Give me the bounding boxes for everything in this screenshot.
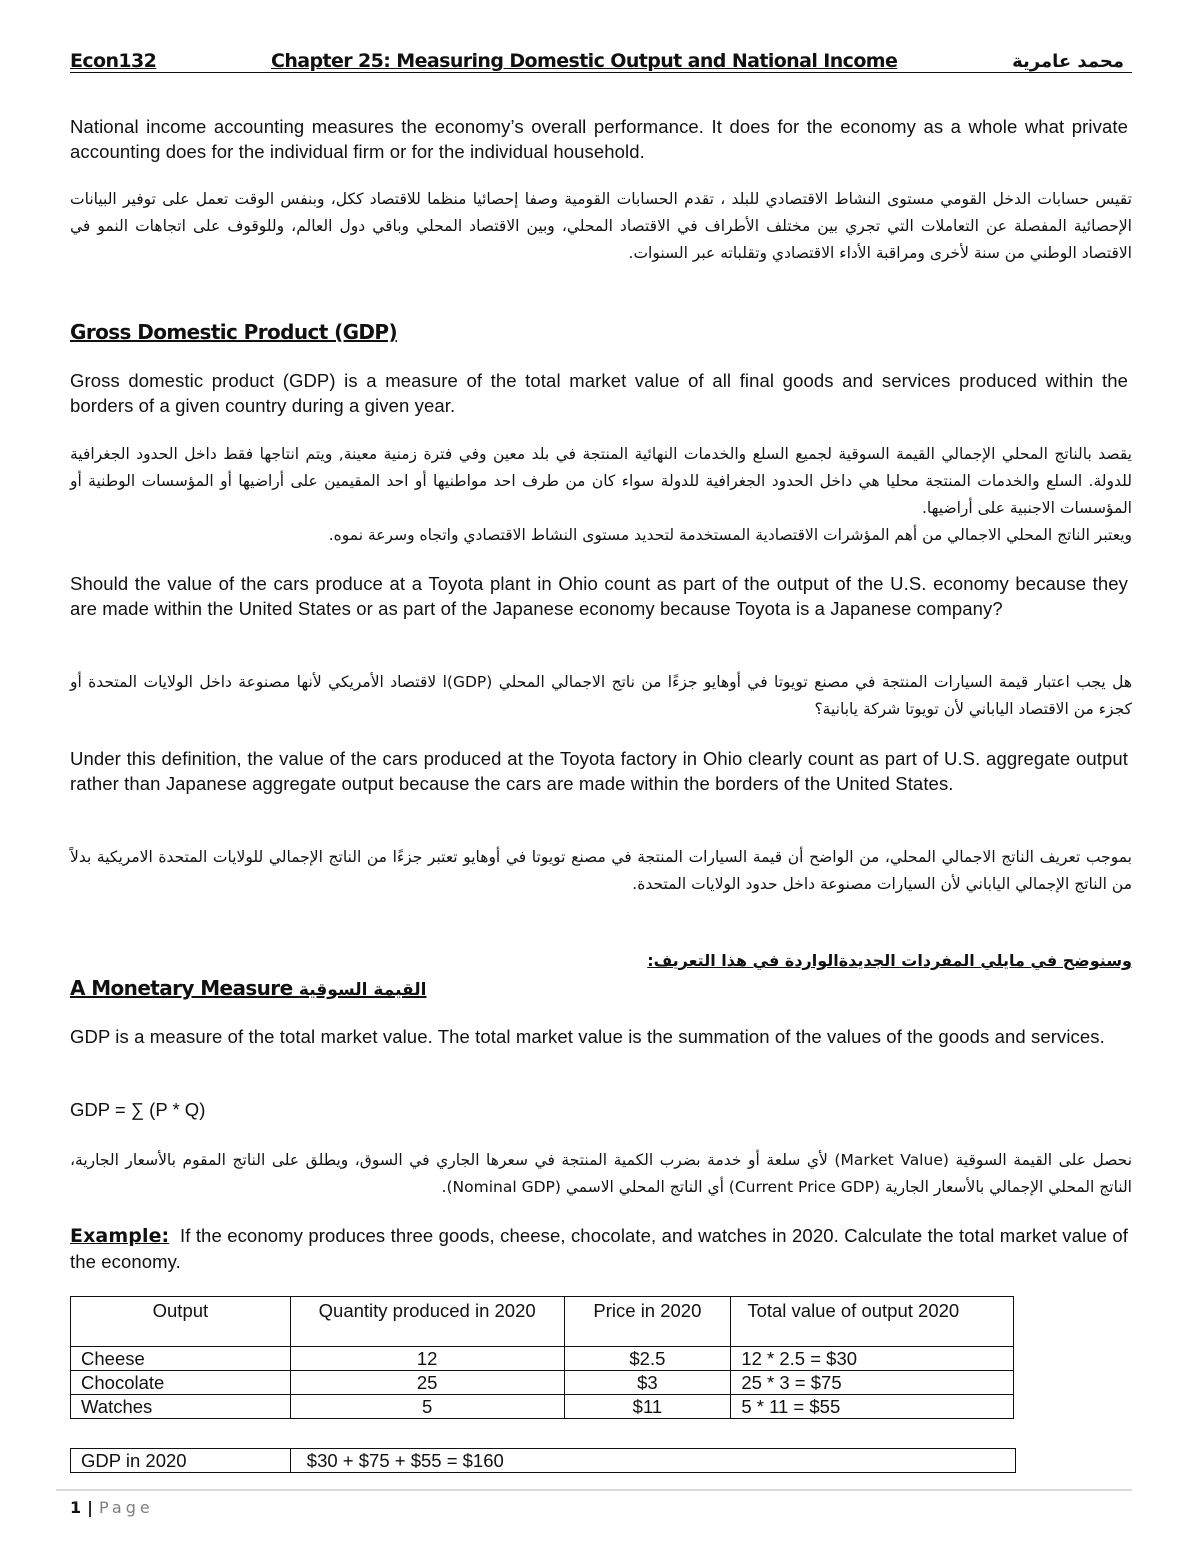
table-header-row <box>71 1297 1014 1347</box>
monetary-measure-heading <box>70 976 426 1000</box>
example-paragraph <box>70 1223 1128 1274</box>
cell-quantity: 25 <box>290 1371 564 1395</box>
gdp-section-heading: Gross Domestic Product (GDP) <box>70 320 398 344</box>
col-header-output: Output <box>71 1297 291 1347</box>
gdp-total-label: GDP in 2020 <box>71 1449 291 1473</box>
author-name: محمد عامرية <box>1012 51 1124 72</box>
col-header-price: Price in 2020 <box>564 1297 731 1347</box>
cell-quantity: 5 <box>290 1395 564 1419</box>
gdp-total-value: $30 + $75 + $55 = $160 <box>290 1449 1015 1473</box>
vocabulary-heading-ar: وسنوضح في مايلي المفردات الجديدةالواردة في هذا التعريف: <box>647 951 1132 970</box>
col-header-quantity: Quantity produced in 2020 <box>290 1297 564 1347</box>
table-row <box>71 1395 1014 1419</box>
page-number: 1 <box>70 1498 82 1517</box>
toyota-question-ar: هل يجب اعتبار قيمة السيارات المنتجة في مصنع تويوتا في أوهايو جزءًا من ناتج الاجمالي المحلي (GDP)ا لاقتصاد الأمريكي لأنها مصنوعة داخل الولايات المتحدة أو كجزء من الاقتصاد الياباني لأن تويوتا شركة يابانية؟ <box>70 673 1132 718</box>
gdp-formula: GDP = ∑ (P * Q) <box>70 1099 206 1120</box>
cell-output: Chocolate <box>71 1371 291 1395</box>
gdp-definition-en: Gross domestic product (GDP) is a measure of the total market value of all final goods and services produced within the borders of a given country during a given year. <box>70 370 1128 416</box>
monetary-heading-en: A Monetary Measure <box>70 976 293 1000</box>
cell-output: Watches <box>71 1395 291 1419</box>
cell-price: $2.5 <box>564 1347 731 1371</box>
footer-separator: | <box>87 1498 93 1517</box>
page-footer <box>70 1498 154 1517</box>
cell-output: Cheese <box>71 1347 291 1371</box>
page-word: Page <box>98 1498 154 1517</box>
monetary-text-en: GDP is a measure of the total market value. The total market value is the summation of the values of the goods and services. <box>70 1026 1105 1047</box>
cell-price: $3 <box>564 1371 731 1395</box>
table-row <box>71 1347 1014 1371</box>
cell-total: 12 * 2.5 = $30 <box>731 1347 1014 1371</box>
cell-total: 25 * 3 = $75 <box>731 1371 1014 1395</box>
monetary-text-ar: نحصل على القيمة السوقية (Market Value) لأي سلعة أو خدمة بضرب الكمية المنتجة في سعرها الجاري في السوق، ويطلق على الناتج المقوم بالأسعار الجارية، الناتج المحلي الإجمالي بالأسعار الجارية (Current Price GDP) أي الناتج المحلي الاسمي (Nominal GDP). <box>70 1151 1133 1196</box>
gdp-total-row <box>71 1449 1016 1473</box>
gdp-importance-ar: ويعتبر الناتج المحلي الاجمالي من أهم المؤشرات الاقتصادية المستخدمة لتحديد مستوى النشاط الاقتصادي واتجاه وسرعة نموه. <box>328 526 1132 544</box>
cell-total: 5 * 11 = $55 <box>731 1395 1014 1419</box>
cell-price: $11 <box>564 1395 731 1419</box>
monetary-heading-ar: القيمة السوقية <box>298 980 427 1000</box>
col-header-total: Total value of output 2020 <box>731 1297 1014 1347</box>
gdp-total-table <box>70 1448 1016 1473</box>
toyota-answer-en: Under this definition, the value of the cars produced at the Toyota factory in Ohio clearly count as part of U.S. aggregate output rather than Japanese aggregate output because the cars are made within the borders of the United States. <box>70 748 1128 794</box>
example-text: If the economy produces three goods, cheese, chocolate, and watches in 2020. Calculate the total market value of the economy. <box>70 1225 1128 1272</box>
intro-paragraph-en: National income accounting measures the economy’s overall performance. It does for the economy as a whole what private accounting does for the individual firm or for the individual household. <box>70 116 1128 162</box>
table-row <box>71 1371 1014 1395</box>
chapter-title: Chapter 25: Measuring Domestic Output and National Income <box>271 50 898 72</box>
page-header <box>70 46 1132 73</box>
cell-quantity: 12 <box>290 1347 564 1371</box>
toyota-answer-ar: بموجب تعريف الناتج الاجمالي المحلي، من الواضح أن قيمة السيارات المنتجة في مصنع تويوتا في أوهايو تعتبر جزءًا من الناتج الإجمالي للولايات المتحدة الامريكية بدلاً من الناتج الإجمالي الياباني لأن السيارات مصنوعة داخل حدود الولايات المتحدة. <box>70 848 1132 893</box>
gdp-definition-ar: يقصد بالناتج المحلي الإجمالي القيمة السوقية لجميع السلع والخدمات النهائية المنتجة في بلد معين وفي فترة زمنية معينة, ويتم انتاجها فقط داخل الحدود الجغرافية للدولة. السلع والخدمات المنتجة محليا هي داخل الحدود الجغرافية للدولة سواء كان من طرف احد مواطنيها أو احد المقيمين على أراضيها أو المؤسسات الوطنية أو المؤسسات الاجنبية على أراضيها. <box>70 445 1132 517</box>
course-code: Econ132 <box>70 50 157 72</box>
output-table <box>70 1296 1014 1419</box>
footer-divider <box>56 1489 1132 1491</box>
toyota-question-en: Should the value of the cars produce at a Toyota plant in Ohio count as part of the output of the U.S. economy because they are made within the United States or as part of the Japanese economy because Toyota is a Japanese company? <box>70 573 1128 619</box>
intro-paragraph-ar: تقيس حسابات الدخل القومي مستوى النشاط الاقتصادي للبلد ، تقدم الحسابات القومية وصفا إحصائيا منظما للاقتصاد ككل، وبنفس الوقت تعمل على توفير البيانات الإحصائية المفصلة عن التعاملات التي تجري بين مختلف الأطراف في الاقتصاد المحلي، وبين الاقتصاد المحلي وباقي دول العالم، وللوقوف على اتجاهات النمو في الاقتصاد الوطني من سنة لأخرى ومراقبة الأداء الاقتصادي وتقلباته عبر السنوات. <box>70 190 1132 262</box>
example-label: Example: <box>70 1225 170 1247</box>
